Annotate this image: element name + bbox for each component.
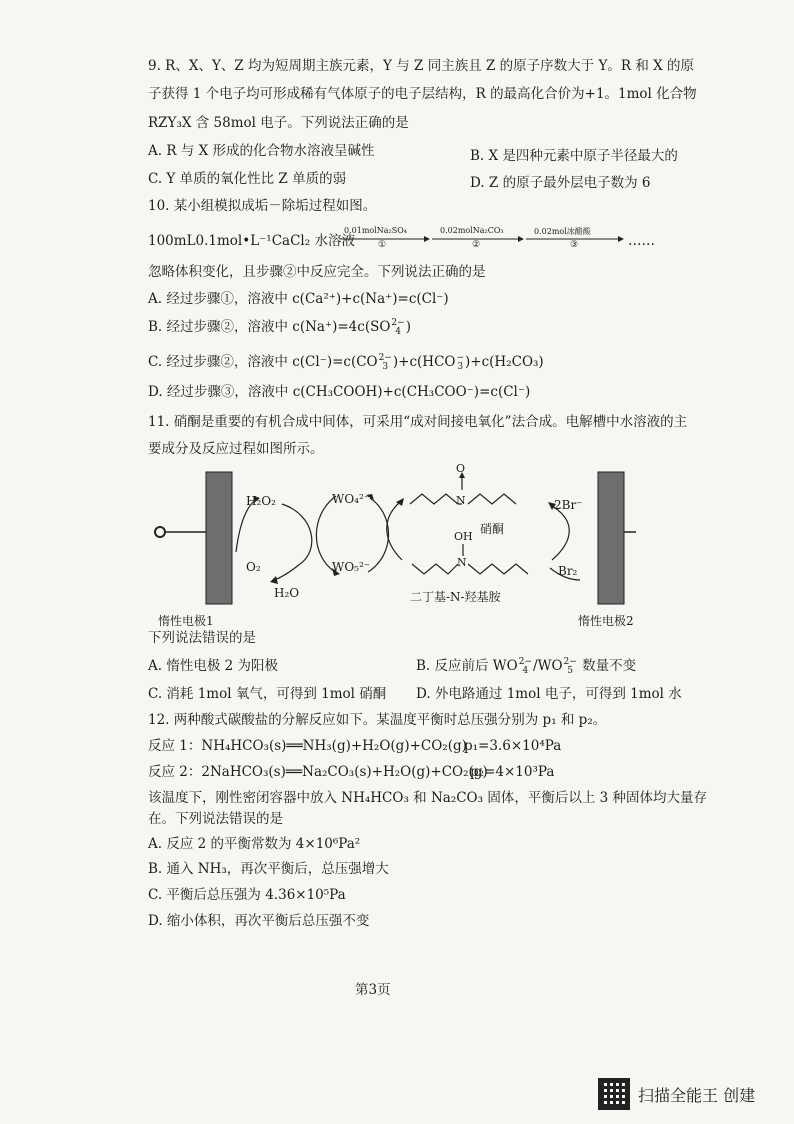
label-wo5: WO₅²⁻	[332, 560, 371, 574]
charge-superscript: 2−	[563, 656, 577, 667]
q9-line1: 9. R、X、Y、Z 均为短周期主族元素，Y 与 Z 同主族且 Z 的原子序数大于 Y。R 和 X 的原	[148, 58, 695, 74]
q10-step3-reagent: 0.02mol冰醋酸	[534, 227, 591, 236]
q10-step3-number: ③	[570, 240, 579, 250]
reaction-cycle-graphic	[150, 460, 650, 630]
label-electrode-1: 惰性电极1	[158, 614, 214, 628]
q12-title: 12. 两种酸式碳酸盐的分解反应如下。某温度平衡时总压强分别为 p₁ 和 p₂。	[148, 712, 607, 728]
q9-line2: 子获得 1 个电子均可形成稀有气体原子的电子层结构，R 的最高化合价为+1。1mol 化合物	[148, 86, 697, 102]
qr-code-icon	[598, 1078, 630, 1110]
charge-superscript: 2−	[518, 656, 533, 667]
label-nitrone-o: O	[456, 462, 466, 475]
q11-line1: 11. 硝酮是重要的有机合成中间体，可采用“成对间接电氧化”法合成。电解槽中水溶液的主	[148, 414, 688, 430]
label-amine: 二丁基-N-羟基胺	[410, 590, 501, 604]
q10-option-b-text: B. 经过步骤②，溶液中 c(Na⁺)=4c(SO	[148, 319, 391, 335]
q12-option-d: D. 缩小体积，再次平衡后总压强不变	[148, 913, 370, 929]
q9-option-c: C. Y 单质的氧化性比 Z 单质的弱	[148, 171, 347, 187]
q10-step1-reagent: 0.01molNa₂SO₄	[344, 226, 407, 235]
q10-ellipsis: ……	[628, 233, 655, 249]
q11-option-b-end: 数量不变	[577, 658, 637, 674]
q10-option-c-end: )+c(H₂CO₃)	[465, 354, 544, 370]
q12-p2: p₂=4×10³Pa	[470, 764, 555, 780]
charge-superscript: 2−	[378, 352, 392, 363]
label-amine-n: N	[457, 556, 467, 569]
q12-line3: 该温度下，刚性密闭容器中放入 NH₄HCO₃ 和 Na₂CO₃ 固体，平衡后以上 3 种固体均大量存	[148, 790, 707, 806]
label-br-minus: 2Br⁻	[554, 498, 583, 512]
q11-option-a: A. 惰性电极 2 为阳极	[148, 658, 279, 674]
q9-option-d: D. Z 的原子最外层电子数为 6	[470, 175, 651, 191]
q11-option-b	[416, 656, 636, 676]
label-nitrone: 硝酮	[480, 522, 505, 536]
q10-step1-arrow	[340, 226, 430, 252]
q10-step3-arrow	[526, 226, 624, 252]
q10-start-solution: 100mL0.1mol•L⁻¹CaCl₂ 水溶液	[148, 233, 355, 249]
q11-line2: 要成分及反应过程如图所示。	[148, 441, 324, 457]
label-h2o2: H₂O₂	[246, 494, 276, 508]
subscript: 3	[457, 361, 464, 372]
label-o2: O₂	[246, 560, 261, 574]
q10-option-c	[148, 352, 544, 372]
q11-question: 下列说法错误的是	[148, 630, 256, 646]
q10-step2-reagent: 0.02molNa₂CO₃	[440, 226, 504, 235]
q10-option-b-end: )	[405, 319, 411, 335]
q10-step2-number: ②	[472, 240, 481, 250]
q12-line4: 在。下列说法错误的是	[148, 811, 283, 827]
q10-option-b	[148, 317, 411, 337]
label-oh: OH	[454, 530, 473, 543]
q10-option-a: A. 经过步骤①，溶液中 c(Ca²⁺)+c(Na⁺)=c(Cl⁻)	[148, 291, 449, 307]
q9-option-a: A. R 与 X 形成的化合物水溶液呈碱性	[148, 143, 375, 159]
subscript: 4	[395, 326, 401, 337]
q10-option-c-ion2	[456, 354, 464, 372]
q11-option-d: D. 外电路通过 1mol 电子，可得到 1mol 水	[416, 686, 682, 702]
q12-p1: p₁=3.6×10⁴Pa	[464, 738, 562, 754]
q9-line3: RZY₃X 含 58mol 电子。下列说法正确的是	[148, 115, 409, 131]
q12-option-c: C. 平衡后总压强为 4.36×10⁵Pa	[148, 887, 346, 903]
q10-title: 10. 某小组模拟成垢－除垢过程如图。	[148, 198, 377, 214]
label-br2: Br₂	[558, 564, 578, 578]
q12-option-a: A. 反应 2 的平衡常数为 4×10⁶Pa²	[148, 836, 361, 852]
q11-option-b-ion1	[519, 658, 532, 676]
q10-option-c-text: C. 经过步骤②，溶液中 c(Cl⁻)=c(CO	[148, 354, 378, 370]
q11-option-b-mid: /WO	[533, 658, 563, 674]
subscript: 3	[382, 361, 389, 372]
q10-step1-number: ①	[378, 240, 387, 250]
charge-superscript: 2−	[391, 317, 405, 328]
label-nitrone-n: N	[456, 494, 466, 507]
subscript: 4	[522, 665, 529, 676]
q12-reaction-1: 反应 1：NH₄HCO₃(s)══NH₃(g)+H₂O(g)+CO₂(g)	[148, 738, 467, 754]
scanner-watermark-text: 扫描全能王 创建	[638, 1085, 756, 1105]
q11-option-b-ion2	[564, 658, 577, 676]
label-electrode-2: 惰性电极2	[578, 614, 634, 628]
charge-superscript: −	[456, 352, 465, 363]
q10-option-d: D. 经过步骤③，溶液中 c(CH₃COOH)+c(CH₃COO⁻)=c(Cl⁻)	[148, 384, 531, 400]
q10-note: 忽略体积变化，且步骤②中反应完全。下列说法正确的是	[148, 264, 486, 280]
q9-option-b: B. X 是四种元素中原子半径最大的	[470, 148, 678, 164]
q10-step2-arrow	[432, 226, 524, 252]
subscript: 5	[567, 665, 574, 676]
label-h2o: H₂O	[274, 586, 300, 600]
scanner-watermark	[598, 1078, 755, 1110]
q10-option-b-ion	[391, 319, 404, 337]
page-number: 第3页	[355, 982, 391, 998]
q11-option-b-text: B. 反应前后 WO	[416, 658, 518, 674]
q12-reaction-2: 反应 2：2NaHCO₃(s)══Na₂CO₃(s)+H₂O(g)+CO₂(g)	[148, 764, 488, 780]
q11-electrolysis-diagram	[150, 460, 650, 630]
q12-option-b: B. 通入 NH₃，再次平衡后，总压强增大	[148, 861, 389, 877]
q10-option-c-ion1	[379, 354, 392, 372]
q10-option-c-mid: )+c(HCO	[392, 354, 456, 370]
label-wo4: WO₄²⁻	[332, 492, 371, 506]
q11-option-c: C. 消耗 1mol 氧气，可得到 1mol 硝酮	[148, 686, 387, 702]
